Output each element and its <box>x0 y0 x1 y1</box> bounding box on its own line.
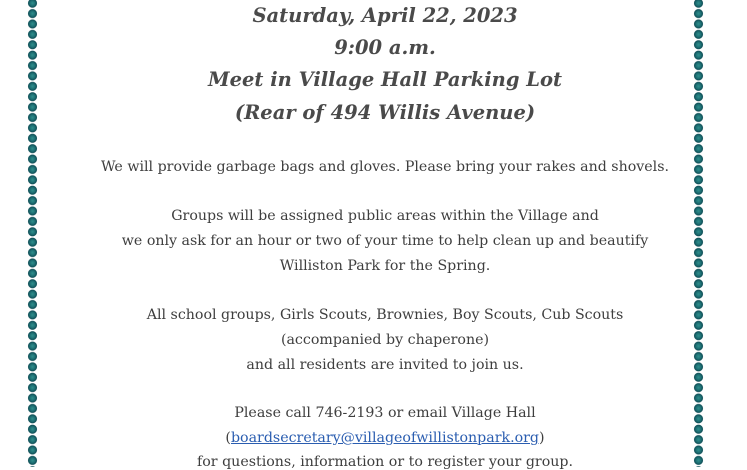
invite-line-3: and all residents are invited to join us. <box>246 357 524 373</box>
invite-line-1: All school groups, Girls Scouts, Brownies, Boy Scouts, Cub Scouts <box>146 307 624 323</box>
groups-line-2: we only ask for an hour or two of your time to help clean up and beautify <box>121 233 649 249</box>
contact-email-line <box>0 430 747 446</box>
groups-line-3: Williston Park for the Spring. <box>279 258 491 274</box>
contact-line-1: Please call 746-2193 or email Village Hall <box>234 405 536 421</box>
event-address: (Rear of 494 Willis Avenue) <box>234 101 536 124</box>
event-time: 9:00 a.m. <box>334 36 436 59</box>
close-paren: ) <box>539 430 545 446</box>
supplies-text: We will provide garbage bags and gloves. Please bring your rakes and shovels. <box>100 159 670 175</box>
event-meeting-place: Meet in Village Hall Parking Lot <box>208 68 562 91</box>
invite-line-2: (accompanied by chaperone) <box>280 332 490 348</box>
groups-line-1: Groups will be assigned public areas within the Village and <box>171 208 599 224</box>
contact-line-3: for questions, information or to register your group. <box>197 454 573 470</box>
email-link[interactable]: boardsecretary@villageofwillistonpark.org <box>230 430 540 446</box>
open-paren: ( <box>225 430 231 446</box>
event-date: Saturday, April 22, 2023 <box>252 4 518 27</box>
